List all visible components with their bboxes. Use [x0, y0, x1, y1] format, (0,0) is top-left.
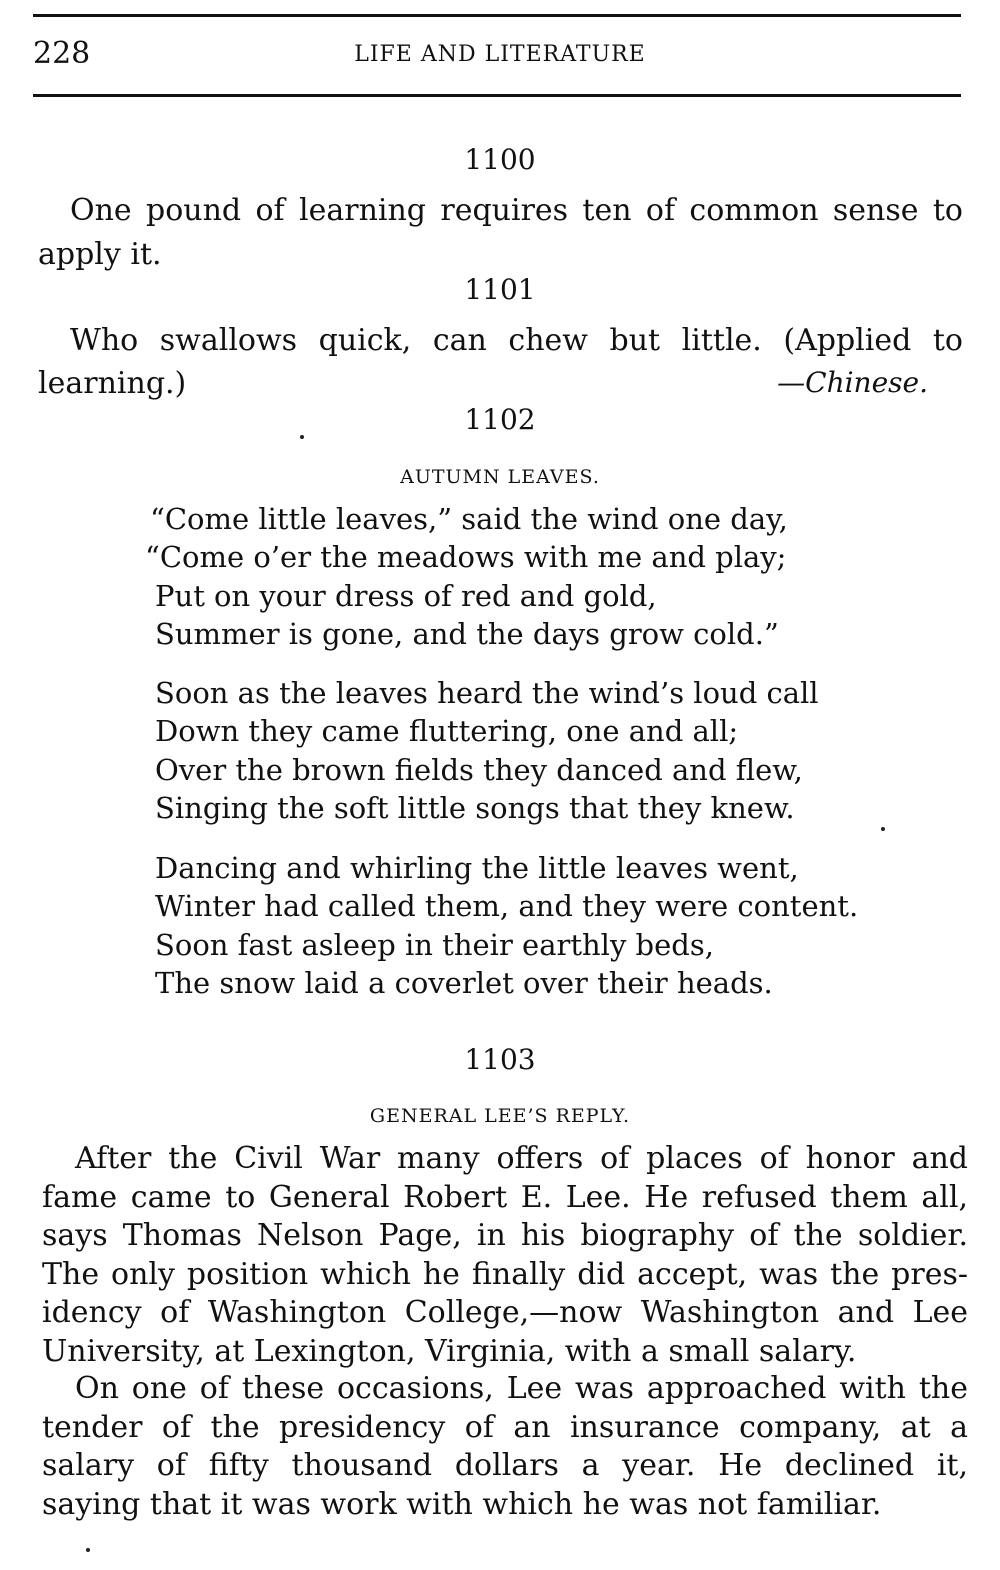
poem-line: Singing the soft little songs that they knew. — [155, 791, 795, 825]
entry-text-line: One pound of learning requires ten of common sense to — [70, 193, 963, 228]
print-speck — [86, 1548, 90, 1552]
poem-line: Down they came fluttering, one and all; — [155, 714, 739, 748]
entry-number: 1100 — [464, 143, 536, 176]
paragraph-line: saying that it was work with which he was not familiar. — [42, 1487, 882, 1522]
entry-number: 1101 — [464, 273, 536, 306]
entry-text-line: learning.) — [38, 366, 187, 401]
running-title: LIFE AND LITERATURE — [354, 42, 646, 67]
paragraph-line: After the Civil War many offers of places of honor and — [75, 1141, 968, 1176]
paragraph-line: On one of these occasions, Lee was approached with the — [75, 1371, 968, 1406]
page-number: 228 — [33, 36, 91, 71]
entry-number: 1102 — [464, 403, 536, 436]
entry-text-line: apply it. — [38, 237, 162, 272]
header-rule-bottom — [33, 94, 961, 97]
poem-line: Summer is gone, and the days grow cold.” — [155, 617, 779, 651]
poem-line: Soon as the leaves heard the wind’s loud call — [155, 676, 819, 710]
paragraph-line: The only position which he finally did accept, was the pres- — [42, 1257, 968, 1292]
poem-line: Winter had called them, and they were content. — [155, 889, 859, 923]
paragraph-line: salary of fifty thousand dollars a year. He declined it, — [42, 1448, 968, 1483]
paragraph-line: says Thomas Nelson Page, in his biography of the soldier. — [42, 1218, 968, 1253]
print-speck — [881, 827, 885, 831]
header-rule-top — [33, 14, 961, 17]
poem-line: “Come o’er the meadows with me and play; — [145, 540, 787, 574]
section-title: GENERAL LEE’S REPLY. — [369, 1105, 631, 1127]
poem-line: The snow laid a coverlet over their heads. — [155, 966, 773, 1000]
poem-title: AUTUMN LEAVES. — [400, 466, 600, 488]
poem-line: Over the brown fields they danced and flew, — [155, 753, 803, 787]
paragraph-line: fame came to General Robert E. Lee. He refused them all, — [42, 1180, 968, 1215]
poem-line: Soon fast asleep in their earthly beds, — [155, 928, 714, 962]
attribution: —Chinese. — [777, 366, 928, 399]
paragraph-line: tender of the presidency of an insurance company, at a — [42, 1410, 968, 1445]
poem-line: Put on your dress of red and gold, — [155, 579, 657, 613]
poem-line: “Come little leaves,” said the wind one day, — [150, 502, 788, 536]
poem-line: Dancing and whirling the little leaves went, — [155, 851, 799, 885]
paragraph-line: idency of Washington College,—now Washington and Lee — [42, 1295, 968, 1330]
paragraph-line: University, at Lexington, Virginia, with a small salary. — [42, 1334, 857, 1369]
entry-number: 1103 — [464, 1043, 536, 1076]
entry-text-line: Who swallows quick, can chew but little. (Applied to — [70, 323, 963, 358]
